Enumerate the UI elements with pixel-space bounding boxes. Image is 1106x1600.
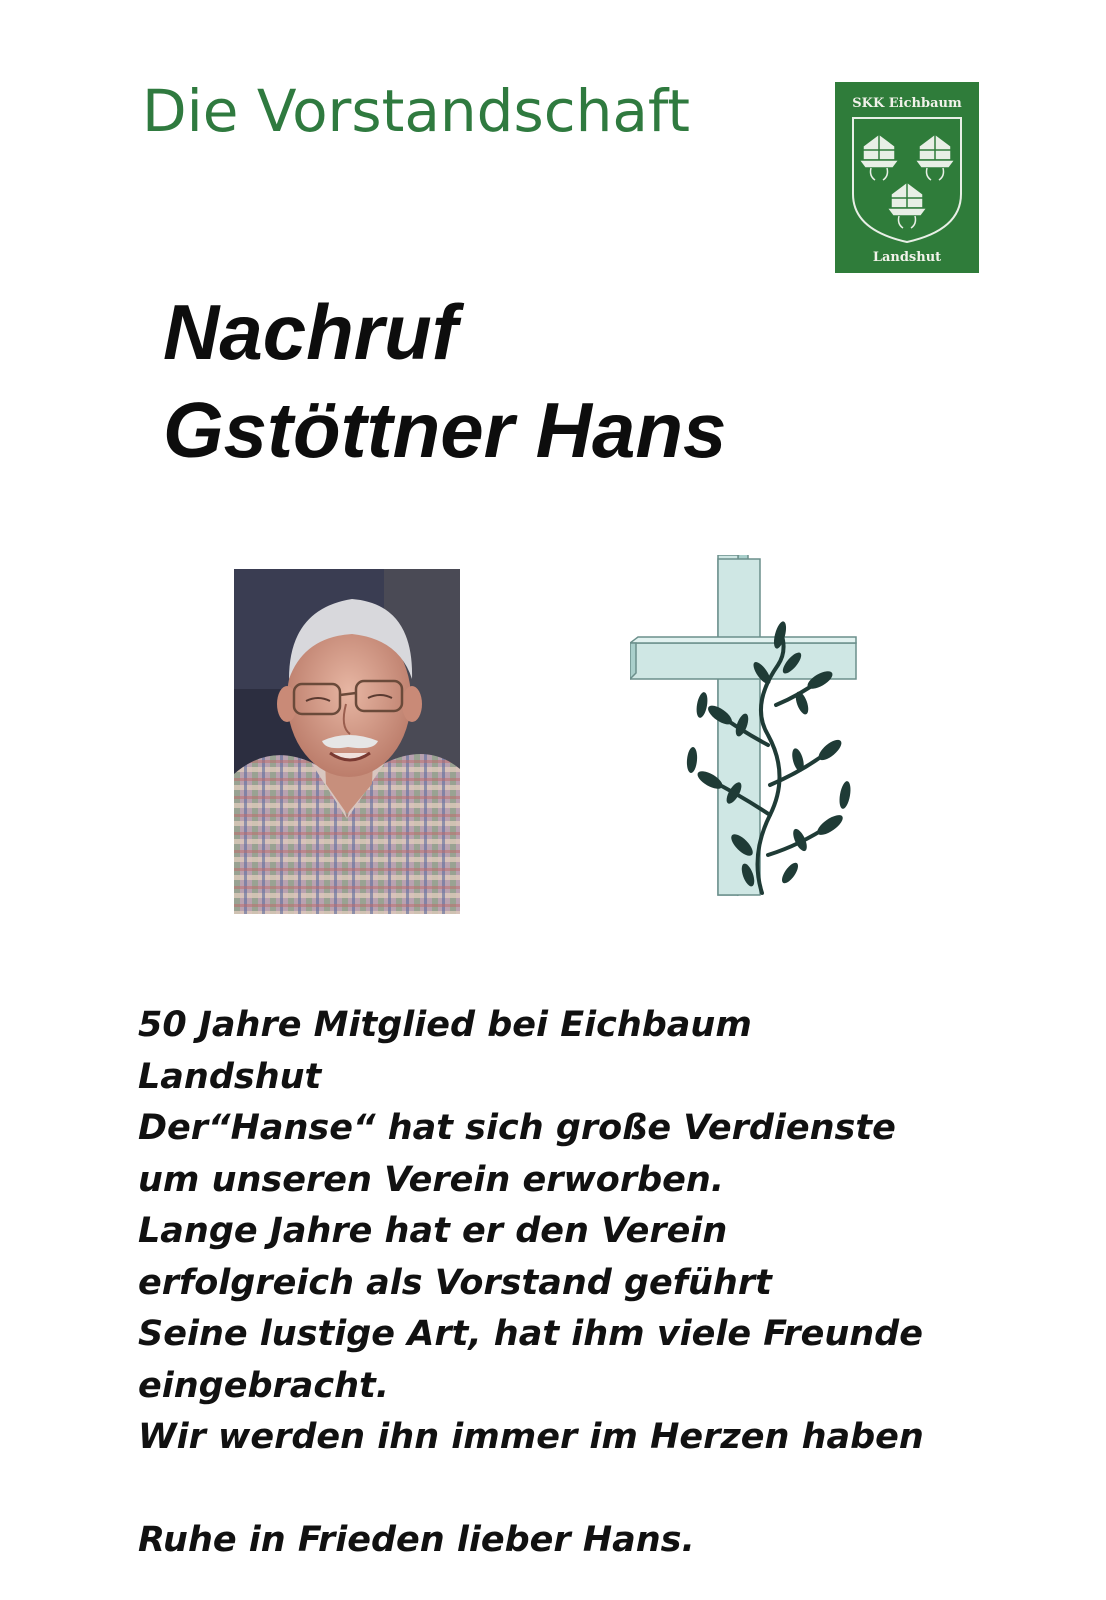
spacer — [138, 1464, 1038, 1516]
heading-name: Gstöttner Hans — [163, 386, 727, 474]
obituary-line: erfolgreich als Vorstand geführt — [138, 1262, 772, 1303]
heading-nachruf: Nachruf — [163, 288, 458, 376]
obituary-line: Landshut — [138, 1056, 322, 1097]
obituary-line: 50 Jahre Mitglied bei Eichbaum — [138, 1005, 752, 1045]
obituary-line: um unseren Verein erworben. — [138, 1159, 725, 1200]
obituary-line: Lange Jahre hat er den Verein — [138, 1211, 728, 1251]
obituary-line: Wir werden ihn immer im Herzen haben — [138, 1417, 924, 1457]
club-board-title: Die Vorstandschaft — [142, 77, 691, 145]
obituary-line: Seine lustige Art, hat ihm viele Freunde — [138, 1314, 923, 1354]
cross-with-branch-icon — [630, 555, 870, 919]
club-logo — [835, 82, 979, 273]
obituary-closing: Ruhe in Frieden lieber Hans. — [138, 1520, 695, 1560]
obituary-text — [138, 1000, 1038, 1567]
obituary-line: Der“Hanse“ hat sich große Verdienste — [138, 1108, 896, 1148]
portrait-photo — [234, 569, 460, 914]
logo-club-name: SKK Eichbaum — [852, 96, 962, 111]
logo-city-name: Landshut — [872, 250, 942, 265]
obituary-heading — [163, 283, 726, 479]
obituary-line: eingebracht. — [138, 1365, 390, 1406]
coat-of-arms-icon — [843, 114, 971, 246]
